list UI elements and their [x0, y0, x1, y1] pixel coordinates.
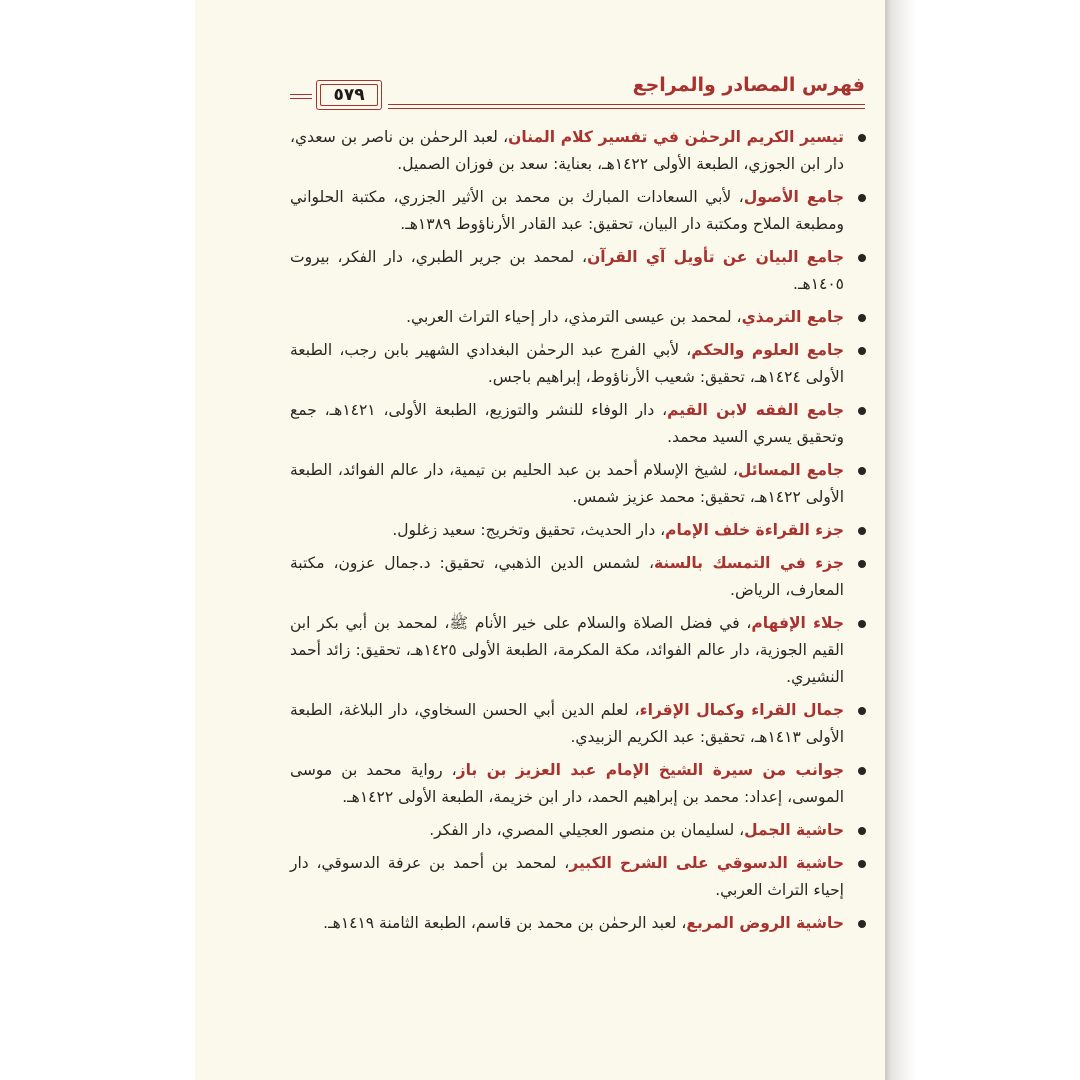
reference-entry [290, 457, 868, 511]
reference-entry [290, 517, 868, 544]
reference-details: ، دار الوفاء للنشر والتوزيع، الطبعة الأولى، ١٤٢١هـ، جمع وتحقيق يسري السيد محمد. [290, 401, 844, 446]
left-ornament-rule [290, 98, 312, 99]
reference-details: ، دار الحديث، تحقيق وتخريج: سعيد زغلول. [392, 521, 666, 539]
reference-details: ، لشمس الدين الذهبي، تحقيق: د.جمال عزون، مكتبة المعارف، الرياض. [290, 554, 844, 599]
reference-title: جزء القراءة خلف الإمام [665, 521, 844, 539]
reference-entry [290, 850, 868, 904]
reference-title: جزء في التمسك بالسنة [654, 554, 844, 572]
reference-details: ، لأبي الفرج عبد الرحمٰن البغدادي الشهير بابن رجب، الطبعة الأولى ١٤٢٤هـ، تحقيق: شعيب الأرناؤوط، إبراهيم باجس. [290, 341, 844, 386]
reference-entry [290, 697, 868, 751]
reference-details: ، لعبد الرحمٰن بن ناصر بن سعدي، دار ابن الجوزي، الطبعة الأولى ١٤٢٢هـ، بعناية: سعد بن فوزان الصميل. [290, 128, 844, 173]
reference-details: ، لعلم الدين أبي الحسن السخاوي، دار البلاغة، الطبعة الأولى ١٤١٣هـ، تحقيق: عبد الكريم الزبيدي. [290, 701, 844, 746]
reference-title: جامع البيان عن تأويل آي القرآن [587, 248, 844, 266]
reference-title: حاشية الروض المربع [686, 914, 844, 932]
reference-entry [290, 757, 868, 811]
page-spine-shadow [885, 0, 1080, 1080]
bullet-icon [858, 767, 866, 775]
bullet-icon [858, 254, 866, 262]
reference-entry [290, 910, 868, 937]
reference-details: ، لسليمان بن منصور العجيلي المصري، دار الفكر. [429, 821, 745, 839]
bullet-icon [858, 620, 866, 628]
page-number-frame [316, 80, 382, 110]
bullet-icon [858, 134, 866, 142]
reference-entry [290, 610, 868, 691]
reference-details: ، لشيخ الإسلام أحمد بن عبد الحليم بن تيمية، دار عالم الفوائد، الطبعة الأولى ١٤٢٢هـ، تحقيق: محمد عزيز شمس. [290, 461, 844, 506]
header-rule [388, 104, 865, 105]
reference-title: جامع الفقه لابن القيم [667, 401, 845, 419]
bullet-icon [858, 407, 866, 415]
page-header [290, 74, 865, 114]
page-number: ٥٧٩ [320, 84, 378, 106]
header-rule-double [388, 108, 865, 109]
reference-details: ، رواية محمد بن موسى الموسى، إعداد: محمد بن إبراهيم الحمد، دار ابن خزيمة، الطبعة الأولى ١٤٢٢هـ. [290, 761, 844, 806]
reference-title: حاشية الدسوقي على الشرح الكبير [569, 854, 844, 872]
reference-entry [290, 184, 868, 238]
reference-title: جامع المسائل [737, 461, 844, 479]
reference-entry [290, 337, 868, 391]
left-ornament-rule [290, 94, 312, 95]
reference-entry [290, 244, 868, 298]
reference-title: جامع الأصول [743, 188, 845, 206]
reference-entry [290, 124, 868, 178]
bullet-icon [858, 920, 866, 928]
bullet-icon [858, 860, 866, 868]
bullet-icon [858, 314, 866, 322]
reference-title: جامع العلوم والحكم [691, 341, 844, 359]
bullet-icon [858, 467, 866, 475]
reference-details: ، لعبد الرحمٰن بن محمد بن قاسم، الطبعة الثامنة ١٤١٩هـ. [323, 914, 687, 932]
reference-title: جلاء الإفهام [751, 614, 844, 632]
bullet-icon [858, 560, 866, 568]
reference-details: ، لأبي السعادات المبارك بن محمد بن الأثير الجزري، مكتبة الحلواني ومطبعة الملاح ومكتبة دار البيان، تحقيق: عبد القادر الأرناؤوط ١٣٨٩هـ. [290, 188, 844, 233]
reference-details: ، لمحمد بن أحمد بن عرفة الدسوقي، دار إحياء التراث العربي. [290, 854, 844, 899]
bullet-icon [858, 527, 866, 535]
reference-title: حاشية الجمل [744, 821, 844, 839]
references-list [290, 124, 868, 943]
running-title: فهرس المصادر والمراجع [632, 74, 865, 96]
reference-entry [290, 817, 868, 844]
reference-title: جوانب من سيرة الشيخ الإمام عبد العزيز بن باز [456, 761, 844, 779]
bullet-icon [858, 347, 866, 355]
reference-entry [290, 304, 868, 331]
bullet-icon [858, 827, 866, 835]
bullet-icon [858, 707, 866, 715]
reference-entry [290, 397, 868, 451]
bullet-icon [858, 194, 866, 202]
reference-details: ، في فضل الصلاة والسلام على خير الأنام ﷺ، لمحمد بن أبي بكر ابن القيم الجوزية، دار عالم الفوائد، مكة المكرمة، الطبعة الأولى ١٤٢٥هـ، تحقيق: زائد أحمد النشيري. [290, 614, 844, 686]
reference-title: جامع الترمذي [741, 308, 844, 326]
reference-entry [290, 550, 868, 604]
reference-details: ، لمحمد بن عيسى الترمذي، دار إحياء التراث العربي. [406, 308, 742, 326]
reference-title: جمال القراء وكمال الإقراء [639, 701, 844, 719]
reference-title: تيسير الكريم الرحمٰن في تفسير كلام المنان [508, 128, 844, 146]
reference-details: ، لمحمد بن جرير الطبري، دار الفكر، بيروت ١٤٠٥هـ. [290, 248, 844, 293]
